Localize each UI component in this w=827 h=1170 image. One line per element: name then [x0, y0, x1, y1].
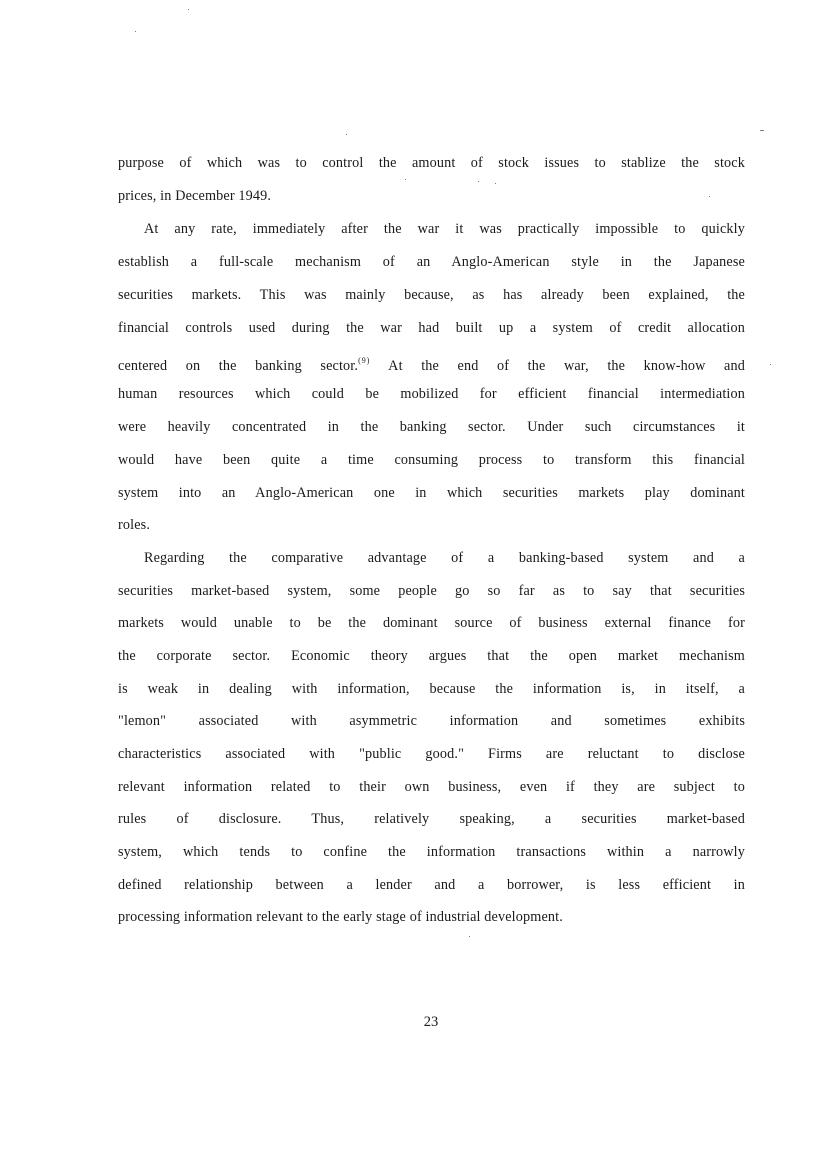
scan-speck: [405, 179, 406, 180]
scan-speck: [469, 936, 470, 937]
text-line: securities market-based system, some people go so far as to say that securities: [118, 583, 745, 599]
text-line: [118, 351, 745, 374]
text-line: "lemon" associated with asymmetric information and sometimes exhibits: [118, 713, 745, 729]
scan-speck: [760, 130, 764, 131]
text-line: securities markets. This was mainly because, as has already been explained, the: [118, 287, 745, 303]
scan-speck: [188, 9, 189, 10]
scan-speck: [478, 181, 479, 182]
text-line: were heavily concentrated in the banking sector. Under such circumstances it: [118, 419, 745, 435]
text-line: roles.: [118, 517, 151, 533]
text-line: prices, in December 1949.: [118, 188, 272, 204]
text-line: defined relationship between a lender and a borrower, is less efficient in: [118, 877, 745, 893]
footnote-reference: (9): [358, 356, 371, 365]
text-line: human resources which could be mobilized for efficient financial intermediation: [118, 386, 745, 402]
text-line: purpose of which was to control the amount of stock issues to stablize the stock: [118, 155, 745, 171]
text-line: At any rate, immediately after the war it was practically impossible to quickly: [144, 221, 745, 237]
text-line-start: centered on the banking sector.: [118, 358, 359, 374]
text-line-end: At the end of the war, the know-how and: [388, 358, 745, 374]
text-line: would have been quite a time consuming process to transform this financial: [118, 452, 745, 468]
scan-speck: [495, 183, 496, 184]
text-line: markets would unable to be the dominant source of business external finance for: [118, 615, 745, 631]
text-line: relevant information related to their own business, even if they are subject to: [118, 779, 745, 795]
scan-speck: [135, 31, 136, 32]
text-line: system, which tends to confine the information transactions within a narrowly: [118, 844, 745, 860]
scan-speck: [770, 364, 771, 365]
text-line: processing information relevant to the early stage of industrial development.: [118, 909, 563, 925]
text-line: establish a full-scale mechanism of an Anglo-American style in the Japanese: [118, 254, 745, 270]
text-line: system into an Anglo-American one in which securities markets play dominant: [118, 485, 745, 501]
text-line: financial controls used during the war had built up a system of credit allocation: [118, 320, 745, 336]
text-line: is weak in dealing with information, because the information is, in itself, a: [118, 681, 745, 697]
scan-speck: [346, 134, 347, 135]
text-line: rules of disclosure. Thus, relatively speaking, a securities market-based: [118, 811, 745, 827]
page-number: 23: [423, 1014, 439, 1030]
text-line: Regarding the comparative advantage of a banking-based system and a: [144, 550, 745, 566]
text-line: the corporate sector. Economic theory argues that the open market mechanism: [118, 648, 745, 664]
text-line: characteristics associated with "public good." Firms are reluctant to disclose: [118, 746, 745, 762]
